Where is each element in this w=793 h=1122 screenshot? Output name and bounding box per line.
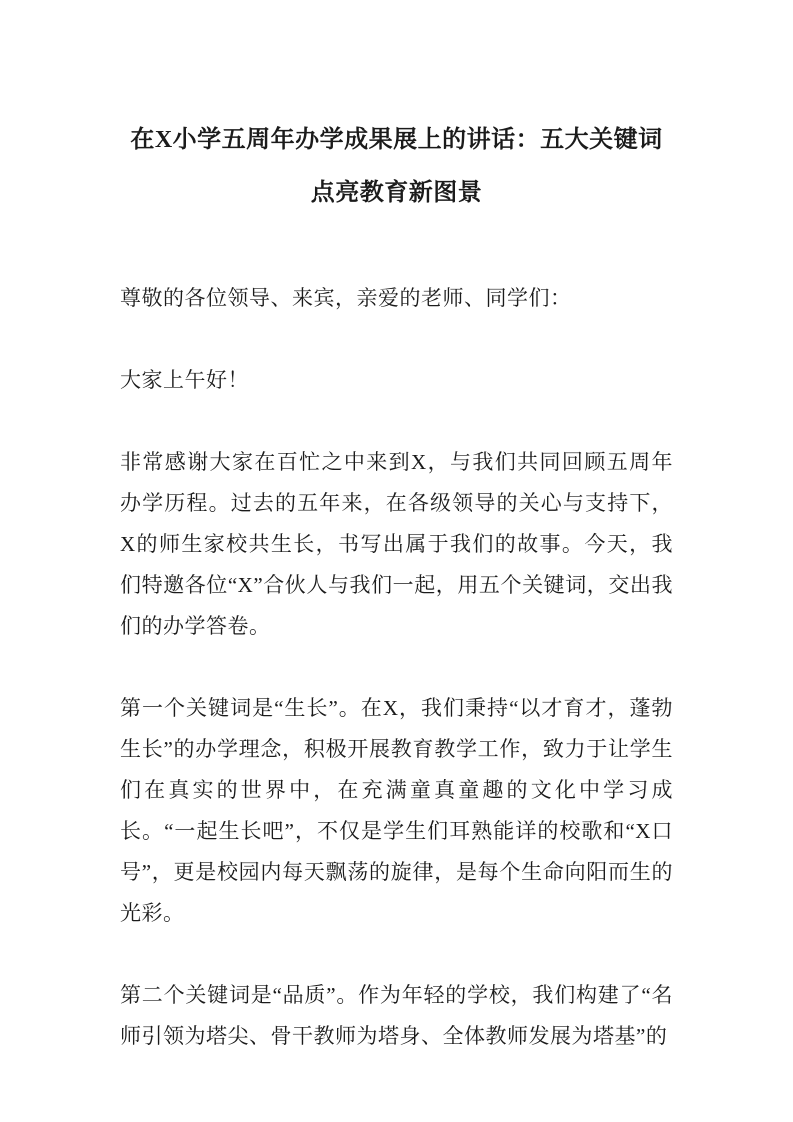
document-title: 在X小学五周年办学成果展上的讲话：五大关键词点亮教育新图景: [130, 127, 663, 206]
paragraph-greeting: 大家上午好！: [120, 368, 249, 392]
paragraph-keyword-quality: 第二个关键词是“品质”。作为年轻的学校，我们构建了“名师引领为塔尖、骨干教师为塔身、全体教师发展为塔基”的: [120, 983, 673, 1048]
paragraph-intro: 非常感谢大家在百忙之中来到X，与我们共同回顾五周年办学历程。过去的五年来，在各级领导的关心与支持下，X的师生家校共生长，书写出属于我们的故事。今天，我们特邀各位“X”合伙人与我们一起，用五个关键词，交出我们的办学答卷。: [120, 450, 673, 638]
document-content: [120, 0, 673, 1057]
paragraph-keyword-growth: 第一个关键词是“生长”。在X，我们秉持“以才育才，蓬勃生长”的办学理念，积极开展教育教学工作，致力于让学生们在真实的世界中，在充满童真童趣的文化中学习成长。“一起生长吧”，不仅是学生们耳熟能详的校歌和“X口号”，更是校园内每天飘荡的旋律，是每个生命向阳而生的光彩。: [120, 696, 673, 925]
paragraph-salutation: 尊敬的各位领导、来宾，亲爱的老师、同学们：: [120, 286, 572, 310]
